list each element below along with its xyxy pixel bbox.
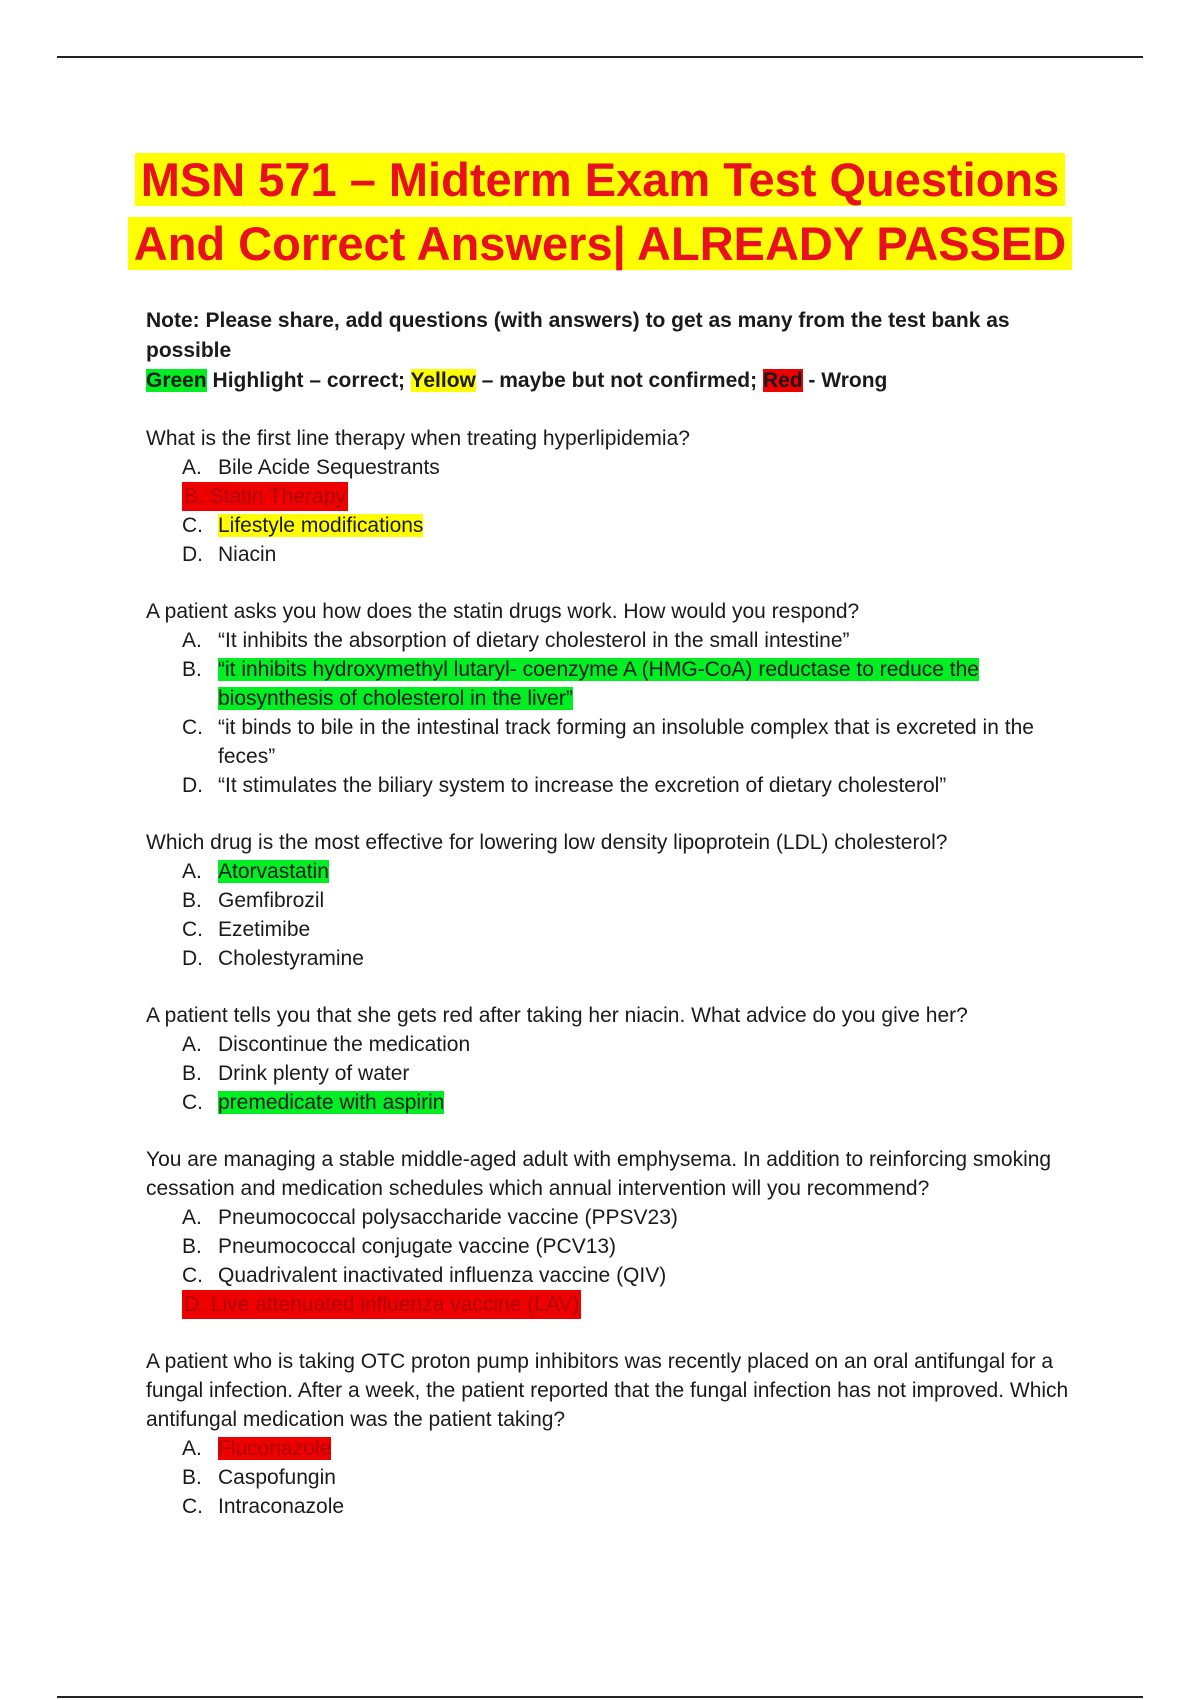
answer-option (182, 1434, 1096, 1463)
answer-option-body (218, 1261, 1096, 1290)
question-block (146, 828, 1096, 973)
answer-option-letter: D. (182, 543, 203, 566)
question-text: A patient tells you that she gets red after taking her niacin. What advice do you give her? (146, 1004, 968, 1027)
answer-option (182, 1463, 1096, 1492)
answer-options (146, 626, 1096, 800)
answer-option-text: Niacin (218, 543, 277, 566)
answer-option-letter: A. (182, 629, 202, 652)
answer-option-text: Pneumococcal conjugate vaccine (PCV13) (218, 1235, 617, 1258)
legend-yellow-desc: – maybe but not confirmed; (475, 369, 763, 392)
answer-option (182, 886, 1096, 915)
question-text: What is the first line therapy when treating hyperlipidemia? (146, 427, 690, 450)
answer-option-body (218, 1232, 1096, 1261)
answer-option (182, 915, 1096, 944)
answer-option-text: Gemfibrozil (218, 889, 325, 912)
answer-option-body (218, 1088, 1096, 1117)
answer-option-letter: B. (182, 889, 202, 912)
answer-option-text: Drink plenty of water (218, 1062, 410, 1085)
answer-option-letter: A. (182, 456, 202, 479)
answer-option-text: Lifestyle modifications (218, 514, 424, 537)
answer-option-text: “it inhibits hydroxymethyl lutaryl- coenzyme A (HMG-CoA) reductase to reduce the biosynthesis of cholesterol in the liver” (218, 658, 979, 710)
legend-green-word: Green (146, 369, 207, 392)
answer-option-letter: A. (182, 1033, 202, 1056)
answer-option-letter: D. (182, 774, 203, 797)
answer-option-body (218, 540, 1096, 569)
legend-green-desc: Highlight – correct; (206, 369, 411, 392)
answer-option (182, 511, 1096, 540)
answer-option-body (218, 453, 1096, 482)
question-block (146, 597, 1096, 800)
answer-options (146, 453, 1096, 569)
legend-red-word: Red (762, 369, 803, 392)
question-block (146, 424, 1096, 569)
answer-option-body (218, 655, 1096, 713)
highlight-legend (146, 366, 1096, 396)
question-block (146, 1145, 1096, 1319)
answer-option-body (218, 626, 1096, 655)
question-list (146, 424, 1096, 1521)
question-block (146, 1001, 1096, 1117)
answer-option-body (218, 1203, 1096, 1232)
bottom-rule (57, 1696, 1143, 1698)
answer-option-letter: D. (182, 947, 203, 970)
answer-options (146, 1030, 1096, 1117)
title-line-1: MSN 571 – Midterm Exam Test Questions (135, 153, 1066, 206)
answer-option-text: Discontinue the medication (218, 1033, 471, 1056)
answer-option-body (218, 1463, 1096, 1492)
answer-option-letter: B. (182, 1466, 202, 1489)
answer-option-text: Quadrivalent inactivated influenza vaccine (QIV) (218, 1264, 667, 1287)
answer-option (182, 857, 1096, 886)
answer-option-body (218, 886, 1096, 915)
answer-option-body (218, 1030, 1096, 1059)
answer-options (146, 857, 1096, 973)
answer-option (182, 713, 1096, 771)
answer-option-letter: A. (182, 1437, 202, 1460)
answer-option-body (218, 1059, 1096, 1088)
answer-option (182, 540, 1096, 569)
answer-option-text: Pneumococcal polysaccharide vaccine (PPSV23) (218, 1206, 678, 1229)
answer-option-text: Cholestyramine (218, 947, 364, 970)
question-text: Which drug is the most effective for lowering low density lipoprotein (LDL) cholesterol? (146, 831, 948, 854)
answer-option-body (218, 511, 1096, 540)
document-body (146, 306, 1096, 1521)
answer-option-text: D. Live attenuated influenza vaccine (LAV) (182, 1290, 581, 1319)
answer-option-letter: B. (182, 1062, 202, 1085)
top-rule (57, 56, 1143, 58)
answer-option-body (218, 857, 1096, 886)
answer-options (146, 1434, 1096, 1521)
answer-option-text: Intraconazole (218, 1495, 345, 1518)
question-text: You are managing a stable middle-aged adult with emphysema. In addition to reinforcing smoking cessation and medication schedules which annual intervention will you recommend? (146, 1148, 1052, 1200)
answer-option (182, 1232, 1096, 1261)
answer-option-letter: C. (182, 1091, 203, 1114)
answer-option-body (218, 713, 1096, 771)
answer-option (182, 1088, 1096, 1117)
answer-option (182, 1203, 1096, 1232)
answer-option-letter: B. (182, 658, 202, 681)
answer-option-body (218, 1434, 1096, 1463)
answer-option (182, 482, 1096, 511)
answer-option-letter: A. (182, 1206, 202, 1229)
question-text: A patient asks you how does the statin drugs work. How would you respond? (146, 600, 860, 623)
answer-option-text: Bile Acide Sequestrants (218, 456, 440, 479)
question-block (146, 1347, 1096, 1521)
question-text: A patient who is taking OTC proton pump inhibitors was recently placed on an oral antifungal for a fungal infection. After a week, the patient reported that the fungal infection has not improved. Which antifungal medication was the patient taking? (146, 1350, 1069, 1431)
legend-red-desc: - Wrong (802, 369, 888, 392)
answer-option (182, 1492, 1096, 1521)
answer-option-body (218, 771, 1096, 800)
answer-option-text: B. Statin Therapy (182, 482, 348, 511)
answer-option (182, 944, 1096, 973)
answer-option-letter: B. (182, 1235, 202, 1258)
answer-option (182, 626, 1096, 655)
answer-option-text: Caspofungin (218, 1466, 336, 1489)
answer-option (182, 453, 1096, 482)
answer-option (182, 1030, 1096, 1059)
note-text: Note: Please share, add questions (with answers) to get as many from the test bank as possible (146, 309, 1010, 362)
answer-option-letter: C. (182, 1264, 203, 1287)
answer-option (182, 1290, 1096, 1319)
answer-option-letter: C. (182, 918, 203, 941)
answer-option-text: Atorvastatin (218, 860, 329, 883)
answer-option-body (218, 1492, 1096, 1521)
answer-option-letter: A. (182, 860, 202, 883)
answer-option (182, 1261, 1096, 1290)
answer-option (182, 771, 1096, 800)
answer-option-letter: C. (182, 716, 203, 739)
answer-option-text: “it binds to bile in the intestinal track forming an insoluble complex that is excreted in the feces” (218, 716, 1034, 768)
legend-yellow-word: Yellow (410, 369, 476, 392)
answer-option-body (218, 915, 1096, 944)
answer-option-text: Ezetimibe (218, 918, 311, 941)
answer-option-letter: C. (182, 514, 203, 537)
answer-option-text: “It inhibits the absorption of dietary cholesterol in the small intestine” (218, 629, 850, 652)
answer-option-letter: C. (182, 1495, 203, 1518)
answer-option-body (218, 944, 1096, 973)
answer-option-text: premedicate with aspirin (218, 1091, 445, 1114)
answer-option (182, 1059, 1096, 1088)
answer-option (182, 655, 1096, 713)
answer-option-text: Fluconazole (218, 1437, 332, 1460)
document-title (0, 148, 1200, 276)
answer-options (146, 1203, 1096, 1319)
answer-option-text: “It stimulates the biliary system to increase the excretion of dietary cholesterol” (218, 774, 947, 797)
title-line-2: And Correct Answers| ALREADY PASSED (128, 217, 1072, 270)
